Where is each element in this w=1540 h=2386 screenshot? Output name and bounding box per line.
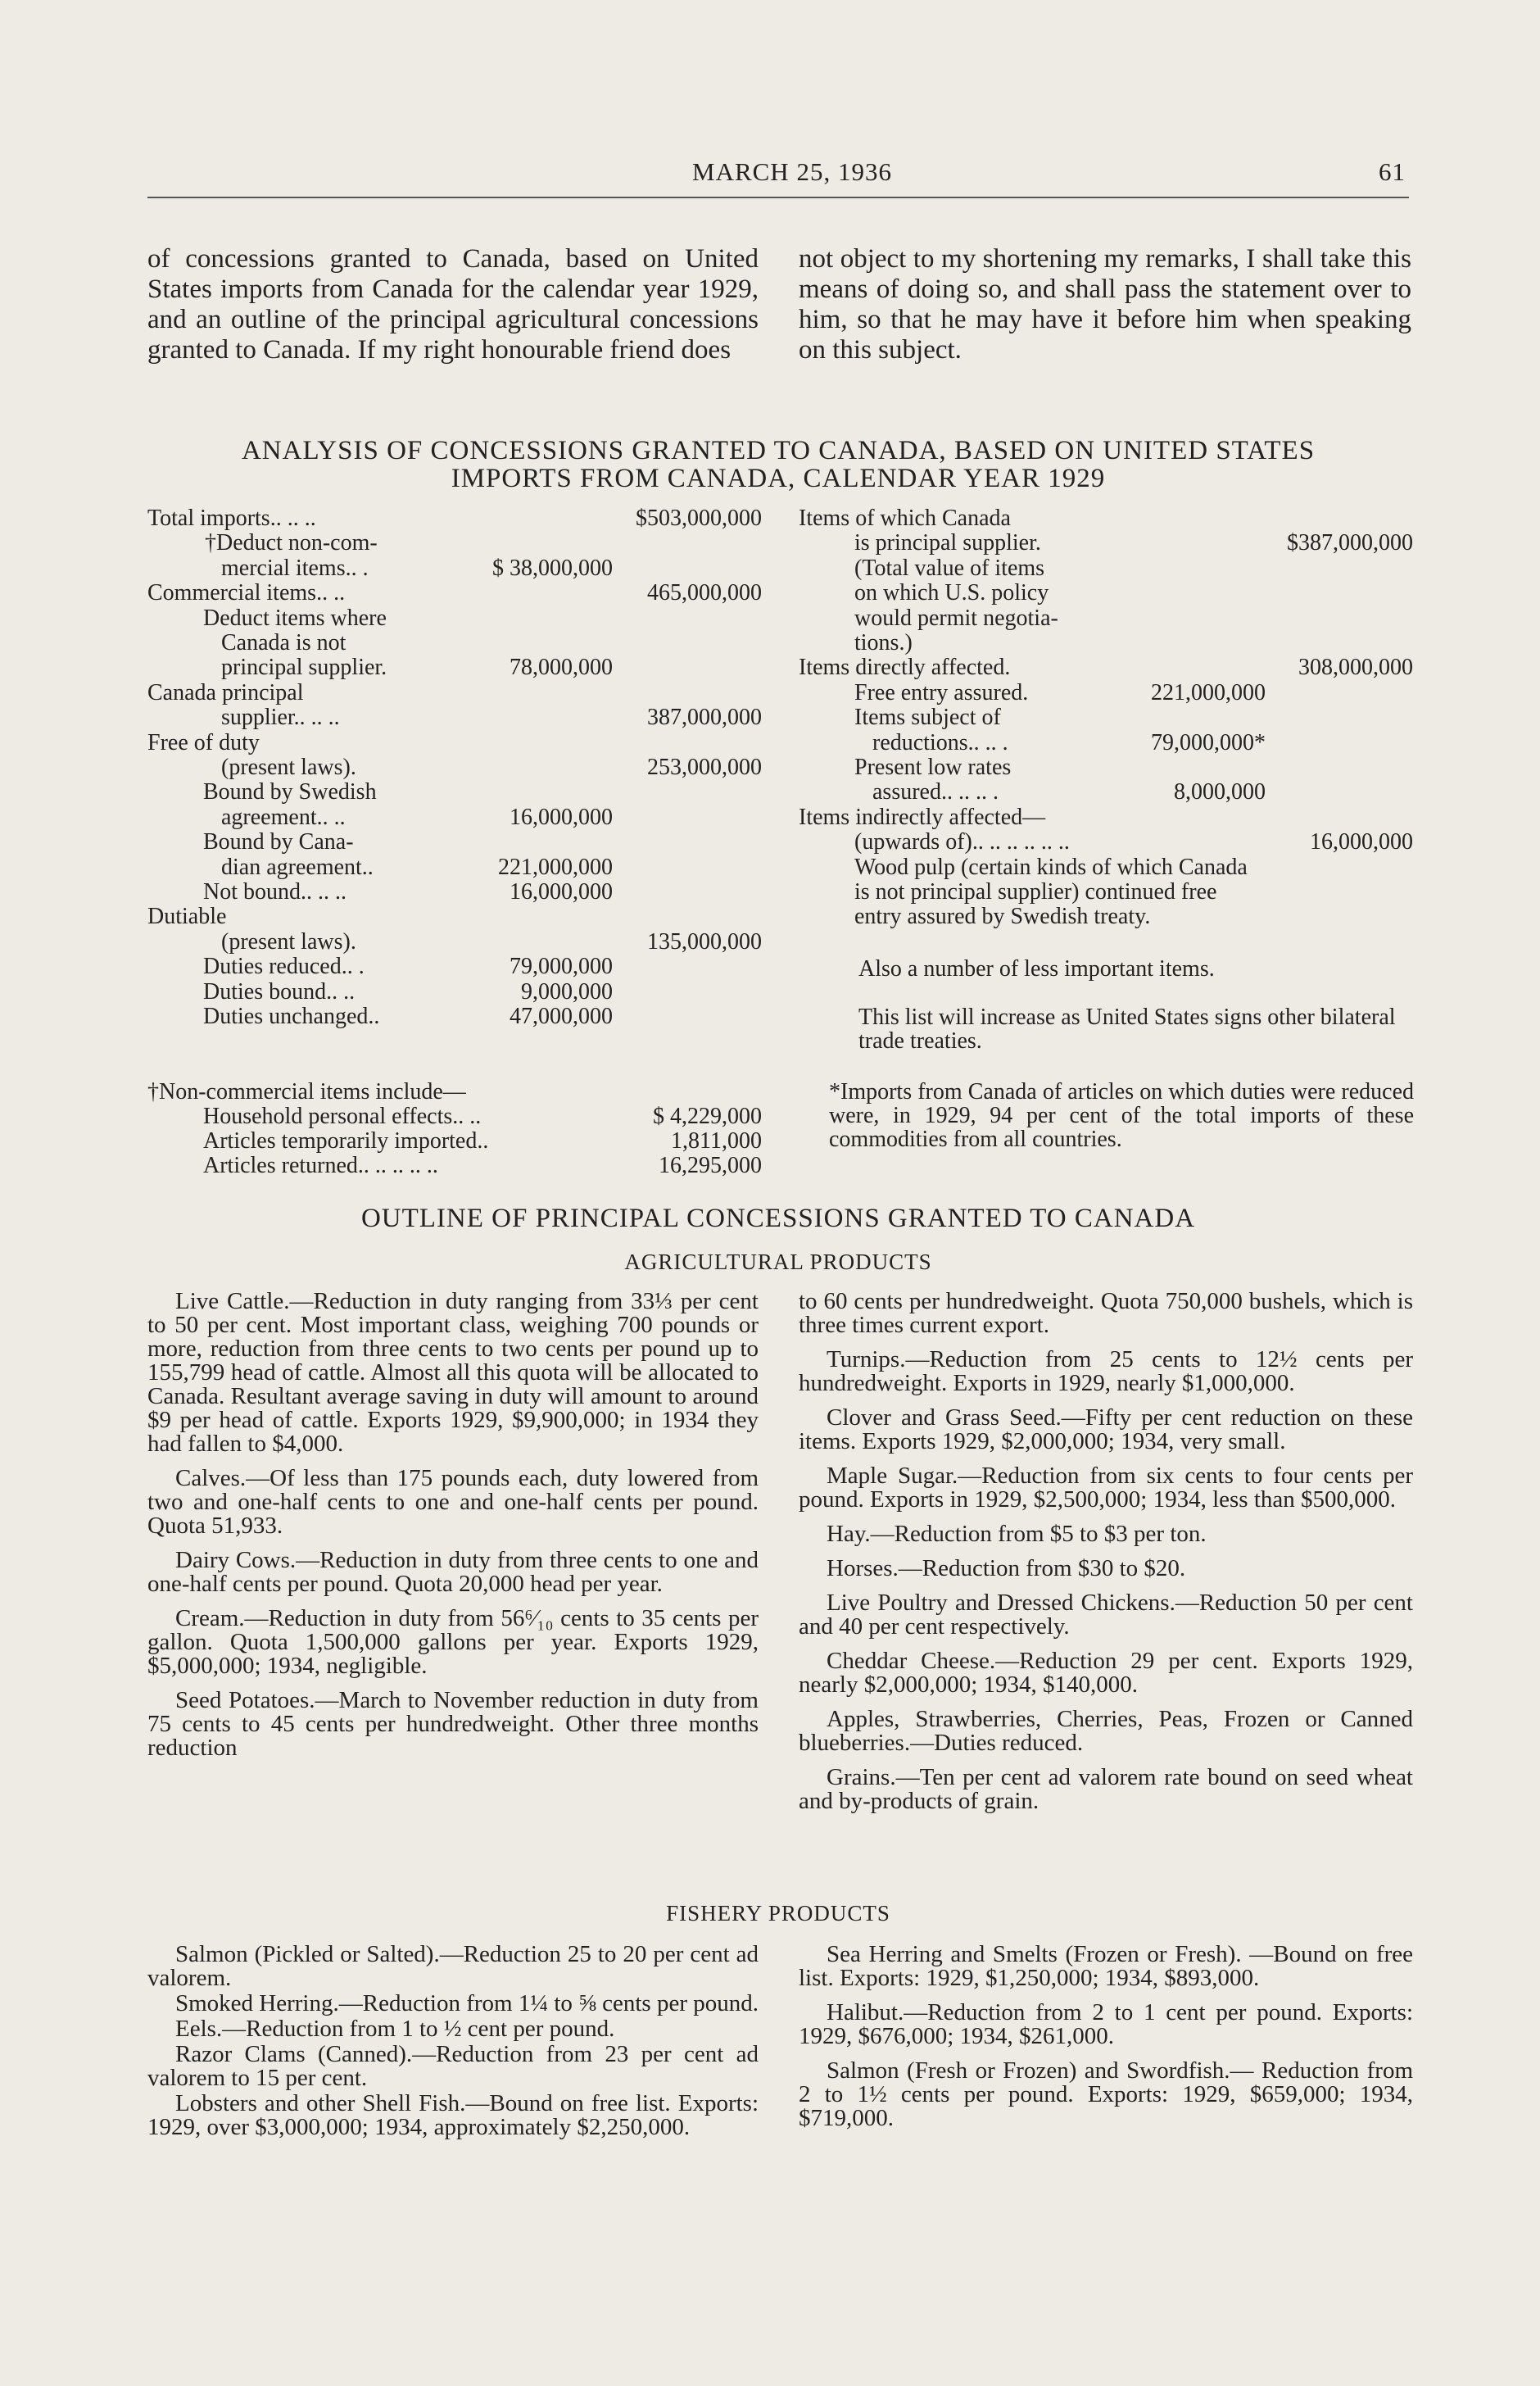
table-row [147,980,762,1005]
footnote-text: *Imports from Canada of articles on which duties were reduced were, in 1929, 94 per cent of the total imports of these commodities from all countries. [829,1079,1414,1152]
row-value: 1,811,000 [671,1128,762,1154]
paragraph: Salmon (Pickled or Salted).—Reduction 25 to 20 per cent ad valorem. [147,1941,759,1991]
intro-left-column [147,244,759,365]
intro-right-text: not object to my shortening my remarks, I shall take this means of doing so, and shall pass the statement over to him, so that he may have it before him when speaking on this subject. [799,244,1411,365]
analysis-right-notes [858,957,1414,1077]
noncommercial-row [203,1129,762,1154]
row-label: is principal supplier. [854,530,1041,556]
header-date: MARCH 25, 1936 [692,157,892,186]
row-label: Present low rates [854,755,1012,780]
paragraph: Cream.—Reduction in duty from 56⁶⁄₁₀ cents to 35 cents per gallon. Quota 1,500,000 gallons per year. Exports 1929, $5,000,000; 1934, negligible. [147,1605,759,1679]
row-subtotal: 79,000,000 [510,954,613,980]
table-row [799,506,1413,531]
table-row [147,631,762,655]
row-label: assured.. .. .. . [872,779,999,805]
table-row [147,581,762,606]
row-label: Items directly affected. [799,655,1011,681]
table-row [799,655,1413,680]
paragraph: Sea Herring and Smelts (Frozen or Fresh). —Bound on free list. Exports: 1929, $1,250,000; 1934, $893,000. [799,1941,1413,1991]
row-label: Canada is not [221,630,346,655]
table-row [147,755,762,780]
row-label: Duties unchanged.. [203,1004,380,1029]
row-total: 135,000,000 [647,928,762,955]
paragraph: Calves.—Of less than 175 pounds each, duty lowered from two and one-half cents to one and one-half cents per pound. Quota 51,933. [147,1465,759,1539]
row-label: Items subject of [854,705,1001,731]
row-label: Canada principal [147,679,304,705]
row-total: 308,000,000 [1298,655,1413,681]
row-subtotal: 9,000,000 [521,978,613,1005]
row-subtotal: 221,000,000 [1151,679,1266,705]
row-subtotal: 16,000,000 [510,804,613,830]
row-total: 387,000,000 [647,705,762,731]
noncommercial-block [147,1080,762,1183]
agri-heading: AGRICULTURAL PRODUCTS [624,1250,932,1274]
agri-left-column [147,1290,759,1771]
table-row [147,855,762,880]
note-list-increase: This list will increase as United States signs other bilateral trade treaties. [858,1005,1396,1054]
fish-right-column [799,1943,1413,2141]
analysis-title [139,437,1417,492]
fish-left-column [147,1943,759,2141]
row-label: Total imports.. .. .. [147,506,316,531]
table-row [147,955,762,979]
row-total: 16,000,000 [1310,829,1413,855]
noncommercial-row [203,1105,762,1129]
paragraph: Razor Clams (Canned).—Reduction from 23 per cent ad valorem to 15 per cent. [147,2041,759,2091]
header-rule [147,197,1409,198]
row-label: †Deduct non-com- [205,530,378,556]
paragraph: Lobsters and other Shell Fish.—Bound on free list. Exports: 1929, over $3,000,000; 1934, approximately $2,250,000. [147,2090,759,2140]
table-row [147,506,762,531]
row-label: dian agreement.. [221,854,374,880]
row-label: Household personal effects.. .. [203,1104,482,1129]
table-row [799,805,1413,830]
paragraph: Turnips.—Reduction from 25 cents to 12½ cents per hundredweight. Exports in 1929, nearly $1,000,000. [799,1346,1413,1396]
page-number: 61 [1379,157,1406,186]
row-label: (present laws). [221,755,356,780]
row-label: Articles returned.. .. .. .. .. [203,1153,438,1178]
paragraph: Clover and Grass Seed.—Fifty per cent reduction on these items. Exports 1929, $2,000,000; 1934, very small. [799,1404,1413,1454]
table-row [799,731,1413,755]
row-total: $503,000,000 [636,506,762,531]
paragraph: Maple Sugar.—Reduction from six cents to four cents per pound. Exports in 1929, $2,500,000; 1934, less than $500,000. [799,1463,1413,1513]
table-row [799,556,1413,581]
row-label: Duties reduced.. . [203,954,365,980]
row-label: on which U.S. policy [854,580,1049,606]
analysis-left-table [147,506,762,1031]
row-subtotal: 47,000,000 [510,1004,613,1029]
row-total: 465,000,000 [647,580,762,606]
row-label: (present laws). [221,928,356,955]
table-row [799,855,1413,880]
row-label: Free entry assured. [854,679,1029,705]
row-label: supplier.. .. .. [221,705,340,731]
row-label: (upwards of).. .. .. .. .. .. [854,829,1070,855]
row-label: Deduct items where [203,605,387,631]
table-row [799,880,1413,905]
paragraph: Seed Potatoes.—March to November reduction in duty from 75 cents to 45 cents per hundredweight. Other three months reduction [147,1687,759,1761]
row-total: 253,000,000 [647,755,762,780]
table-row [799,581,1413,606]
analysis-title-line2: IMPORTS FROM CANADA, CALENDAR YEAR 1929 [451,464,1106,493]
paragraph: Salmon (Fresh or Frozen) and Swordfish.— Reduction from 2 to 1½ cents per pound. Exports: 1929, $659,000; 1934, $719,000. [799,2057,1413,2131]
paragraph: Live Cattle.—Reduction in duty ranging from 33⅓ per cent to 50 per cent. Most important class, weighing 700 pounds or more, reduction from three cents to two cents per pound up to 155,799 head of cattle. Almost all this quota will be allocated to Canada. Resultant average saving in duty will amount to around $9 per head of cattle. Exports 1929, $9,900,000; in 1934 they had fallen to $4,000. [147,1288,759,1457]
row-label: Dutiable [147,904,227,930]
table-row [147,880,762,905]
intro-right-column [799,244,1411,365]
table-row [799,531,1413,556]
analysis-right-table [799,506,1413,932]
outline-title: OUTLINE OF PRINCIPAL CONCESSIONS GRANTED TO CANADA [360,1204,1196,1233]
row-label: Wood pulp (certain kinds of which Canada [854,854,1248,880]
row-total: $387,000,000 [1287,530,1413,556]
table-row [799,606,1413,631]
noncommercial-heading: †Non-commercial items include— [147,1079,466,1105]
table-row [147,531,762,556]
table-row [799,631,1413,655]
table-row [147,930,762,955]
table-row [799,830,1413,855]
row-subtotal: 221,000,000 [498,854,613,880]
fish-heading: FISHERY PRODUCTS [666,1901,890,1926]
footnote-imports [829,1080,1414,1176]
intro-left-text: of concessions granted to Canada, based on United States imports from Canada for the calendar year 1929, and an outline of the principal agricultural concessions granted to Canada. If my right honourable friend does [147,244,759,365]
row-subtotal: 16,000,000 [510,879,613,905]
table-row [147,905,762,929]
table-row [147,805,762,830]
table-row [147,780,762,805]
paragraph: Apples, Strawberries, Cherries, Peas, Frozen or Canned blueberries.—Duties reduced. [799,1706,1413,1756]
row-label: Items indirectly affected— [799,804,1046,830]
paragraph: Grains.—Ten per cent ad valorem rate bound on seed wheat and by-products of grain. [799,1764,1413,1814]
table-row [147,705,762,730]
row-label: reductions.. .. . [872,729,1008,755]
table-row [147,556,762,581]
table-row [799,755,1413,780]
paragraph: Cheddar Cheese.—Reduction 29 per cent. Exports 1929, nearly $2,000,000; 1934, $140,000. [799,1648,1413,1698]
row-label: Bound by Cana- [203,829,354,855]
agri-right-column [799,1290,1413,1824]
row-label: agreement.. .. [221,804,346,830]
paragraph: Smoked Herring.—Reduction from 1¼ to ⅝ cents per pound. [175,1990,759,2016]
row-label: (Total value of items [854,555,1045,581]
analysis-title-line1: ANALYSIS OF CONCESSIONS GRANTED TO CANADA, BASED ON UNITED STATES [241,436,1316,465]
row-value: 16,295,000 [659,1153,762,1178]
row-label: Commercial items.. .. [147,580,346,606]
row-label: Articles temporarily imported.. [203,1128,489,1154]
note-less-important: Also a number of less important items. [858,956,1215,982]
table-row [799,905,1413,929]
row-subtotal: 79,000,000* [1151,729,1266,755]
table-row [147,731,762,755]
noncommercial-row [203,1154,762,1178]
table-row [147,655,762,680]
table-row [799,705,1413,730]
row-label: Duties bound.. .. [203,978,356,1005]
paragraph: to 60 cents per hundredweight. Quota 750,000 bushels, which is three times current export. [799,1288,1413,1338]
row-label: would permit negotia- [854,605,1058,631]
table-row [147,830,762,855]
row-label: entry assured by Swedish treaty. [854,904,1151,930]
row-value: $ 4,229,000 [653,1104,762,1129]
row-label: Items of which Canada [799,506,1011,531]
paragraph: Horses.—Reduction from $30 to $20. [827,1555,1186,1581]
row-label: is not principal supplier) continued free [854,879,1217,905]
row-label: Free of duty [147,729,260,755]
table-row [799,780,1413,805]
row-label: principal supplier. [221,655,387,681]
row-subtotal: $ 38,000,000 [492,555,613,581]
paragraph: Halibut.—Reduction from 2 to 1 cent per pound. Exports: 1929, $676,000; 1934, $261,000. [799,1999,1413,2049]
paragraph: Eels.—Reduction from 1 to ½ cent per pound. [175,2016,615,2042]
table-row [147,681,762,705]
row-label: Not bound.. .. .. [203,879,346,905]
paragraph: Hay.—Reduction from $5 to $3 per ton. [827,1521,1207,1547]
row-label: tions.) [854,630,913,655]
table-row [799,681,1413,705]
row-subtotal: 78,000,000 [510,655,613,681]
row-subtotal: 8,000,000 [1174,779,1266,805]
table-row [147,606,762,631]
row-label: Bound by Swedish [203,779,377,805]
paragraph: Live Poultry and Dressed Chickens.—Reduction 50 per cent and 40 per cent respectively. [799,1590,1413,1640]
row-label: mercial items.. . [221,555,369,581]
table-row [147,1005,762,1029]
paragraph: Dairy Cows.—Reduction in duty from three cents to one and one-half cents per pound. Quota 20,000 head per year. [147,1547,759,1597]
